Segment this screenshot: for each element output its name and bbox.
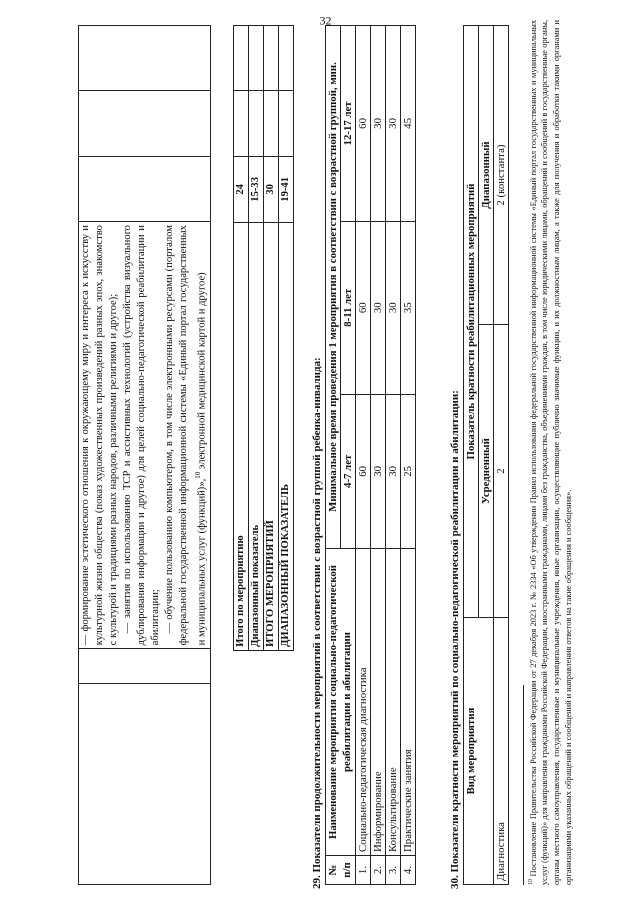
activity-name: Информирование	[371, 549, 386, 856]
col-activity-type: Вид мероприятия	[464, 618, 494, 885]
footnote	[526, 20, 574, 885]
activity-item-tsr: — занятия по использованию ТСР и ассистивных технологий (устройства визуального дублирования информации и другое) для целей социально-педагогической реабилитации и абилитации;	[122, 225, 161, 646]
summary-label: ДИАПАЗОННЫЙ ПОКАЗАТЕЛЬ	[279, 222, 294, 650]
summary-value: 24	[234, 156, 249, 222]
summary-label: Диапазонный показатель	[249, 222, 264, 650]
summary-label: Итого по мероприятию	[234, 222, 249, 650]
summary-row	[264, 26, 279, 886]
activity-name: Социально-педагогическая диагностика	[356, 549, 371, 856]
duration-table	[325, 25, 416, 885]
footnote-divider	[523, 685, 524, 885]
footnote-ref: 10	[194, 471, 202, 479]
col-range: Диапазонный	[479, 26, 494, 325]
activity-name: Консультирование	[386, 549, 401, 856]
summary-value: 15-33	[249, 156, 264, 222]
summary-table	[233, 25, 294, 885]
header-row	[326, 26, 341, 885]
summary-value: 19-41	[279, 156, 294, 222]
section-30-heading: 30. Показатели кратности мероприятий по социально-педагогической реабилитации и абилитации:	[449, 390, 461, 889]
table-row: 3. Консультирование 30 30 30	[386, 26, 401, 885]
activity-description	[79, 222, 211, 649]
header-row	[464, 26, 479, 885]
age-group-header: 4-7 лет	[341, 394, 356, 548]
multiplicity-table	[463, 25, 509, 885]
section-29-heading: 29. Показатели продолжительности мероприятий в соответствии с возрастной группой ребенка-инвалида:	[311, 357, 323, 889]
table-row	[79, 26, 211, 885]
activity-item-computer: — обучение пользованию компьютером, в том числе электронными ресурсами (порталом федеральной государственной информационной системы «Единый портал государственных и муниципальных услуг (функций)»,$^{10}$ электронной медицинской картой и другое)	[164, 225, 208, 646]
age-group-header: 8-11 лет	[341, 221, 356, 394]
col-activity-name: Наименование мероприятия социально-педагогической реабилитации и абилитации	[326, 549, 356, 856]
page-number: 32	[319, 13, 332, 28]
col-number: № п/п	[326, 856, 356, 885]
summary-value: 30	[264, 156, 279, 222]
continued-activities-table	[78, 25, 211, 885]
age-group-header: 12-17 лет	[341, 26, 356, 222]
activity-type: Диагностика	[494, 618, 509, 885]
col-multiplicity: Показатель кратности реабилитационных мероприятий	[464, 26, 479, 618]
summary-row	[279, 26, 294, 886]
col-min-time: Минимальное время проведения 1 мероприятия в соответствии с возрастной группой, мин.	[326, 26, 341, 549]
table-row: 2. Информирование 30 30 30	[371, 26, 386, 885]
footnote-mark: 10	[528, 879, 534, 885]
activity-name: Практические занятия	[401, 549, 416, 856]
footnote-text: Постановление Правительства Российской Федерации от 27 декабря 2023 г. № 2334 «Об утверждении Правил использования федеральной государственной информационной системы «Единый портал государственных и муниципальных услуг (функций)» для направления гражданами Российской Федерации, иностранными гражданами, лицами без гражданства, объединениями граждан, в том числе юридическими лицами, обращений и сообщений в государственные органы, органы местного самоуправления, государственные и муниципальные учреждения, иные организации, осуществляющие публично значимые функции, и их должностным лицам, а также для получения и обработки такими органами и организациями указанных обращений и сообщений и направления ответов на такие обращения и сообщения».	[528, 19, 573, 885]
table-row: 4. Практические занятия 25 35 45	[401, 26, 416, 885]
activity-item-aesthetic: — формирование эстетического отношения к окружающему миру и интереса к искусству и культурной жизни общества (показ художественных произведений разных эпох, знакомство с культурой и традициями разных народов, различными религиями и другое);	[80, 225, 119, 646]
summary-label: ИТОГО МЕРОПРИЯТИЙ	[264, 222, 279, 650]
summary-row	[234, 26, 249, 886]
col-averaged: Усредненный	[479, 325, 494, 618]
table-row: 1. Социально-педагогическая диагностика 60 60 60	[356, 26, 371, 885]
table-row: Диагностика 2 2 (константа)	[494, 26, 509, 885]
summary-row	[249, 26, 264, 886]
